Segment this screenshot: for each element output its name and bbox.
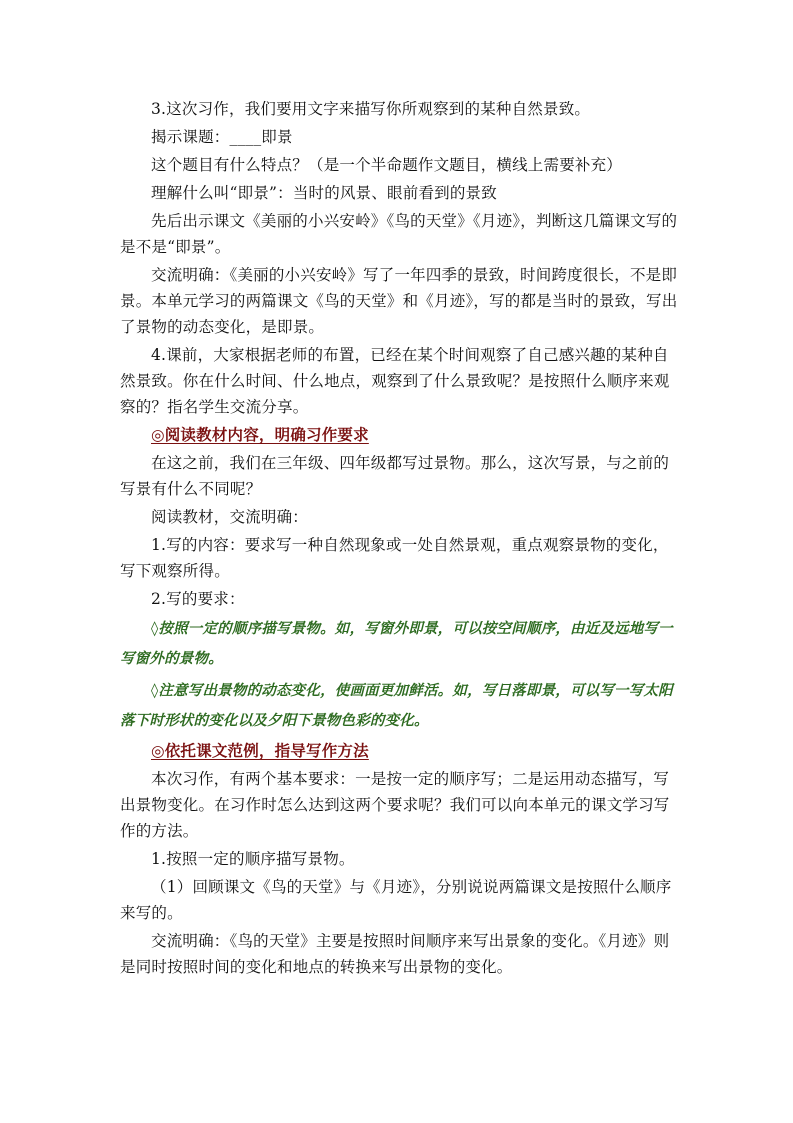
- document-page: [120, 96, 680, 982]
- paragraph-6: 交流明确：《美丽的小兴安岭》写了一年四季的景致，时间跨度很长，不是即景。本单元学习的两篇课文《鸟的天堂》和《月迹》，写的都是当时的景致，写出了景物的动态变化，是即景。: [120, 266, 678, 336]
- requirement-dynamic: ◊注意写出景物的动态变化，使画面更加鲜活。如，写日落即景，可以写一写太阳落下时形状的变化以及夕阳下景物色彩的变化。: [120, 682, 673, 729]
- paragraph-19: 交流明确：《鸟的天堂》主要是按照时间顺序来写出景象的变化。《月迹》则是同时按照时间的变化和地点的转换来写出景物的变化。: [120, 932, 670, 976]
- paragraph-10: 阅读教材，交流明确：: [151, 508, 309, 526]
- paragraph-18: （1）回顾课文《鸟的天堂》与《月迹》，分别说说两篇课文是按照什么顺序来写的。: [120, 878, 672, 922]
- paragraph-16: 本次习作，有两个基本要求：一是按一定的顺序写；二是运用动态描写，写出景物变化。在习作时怎么达到这两个要求呢？我们可以向本单元的课文学习写作的方法。: [120, 770, 670, 840]
- paragraph-4: 理解什么叫“即景”：当时的风景、眼前看到的景致: [151, 184, 497, 202]
- paragraph-12: 2.写的要求：: [151, 590, 245, 608]
- section-heading-reading: [120, 422, 680, 448]
- paragraph-11: 1.写的内容：要求写一种自然现象或一处自然景观，重点观察景物的变化，写下观察所得。: [120, 536, 669, 580]
- paragraph-17: 1.按照一定的顺序描写景物。: [151, 850, 355, 868]
- paragraph-3: 这个题目有什么特点？（是一个半命题作文题目，横线上需要补充）: [151, 156, 623, 174]
- paragraph-5: 先后出示课文《美丽的小兴安岭》《鸟的天堂》《月迹》，判断这几篇课文写的是不是“即景”。: [120, 212, 678, 256]
- section-heading-method: [120, 738, 680, 764]
- section-heading-reading-text: ◎阅读教材内容，明确习作要求: [151, 425, 369, 444]
- paragraph-7: 4.课前，大家根据老师的布置，已经在某个时间观察了自己感兴趣的某种自然景致。你在什么时间、什么地点，观察到了什么景致呢？是按照什么顺序来观察的？指名学生交流分享。: [120, 346, 670, 416]
- requirement-order: ◊按照一定的顺序描写景物。如，写窗外即景，可以按空间顺序，由近及远地写一写窗外的景物。: [120, 620, 673, 667]
- paragraph-2: 揭示课题：____即景: [151, 128, 293, 146]
- paragraph-1: 3.这次习作，我们要用文字来描写你所观察到的某种自然景致。: [151, 100, 591, 118]
- section-heading-method-text: ◎依托课文范例，指导写作方法: [151, 741, 369, 760]
- paragraph-9: 在这之前，我们在三年级、四年级都写过景物。那么，这次写景，与之前的写景有什么不同呢？: [120, 454, 670, 498]
